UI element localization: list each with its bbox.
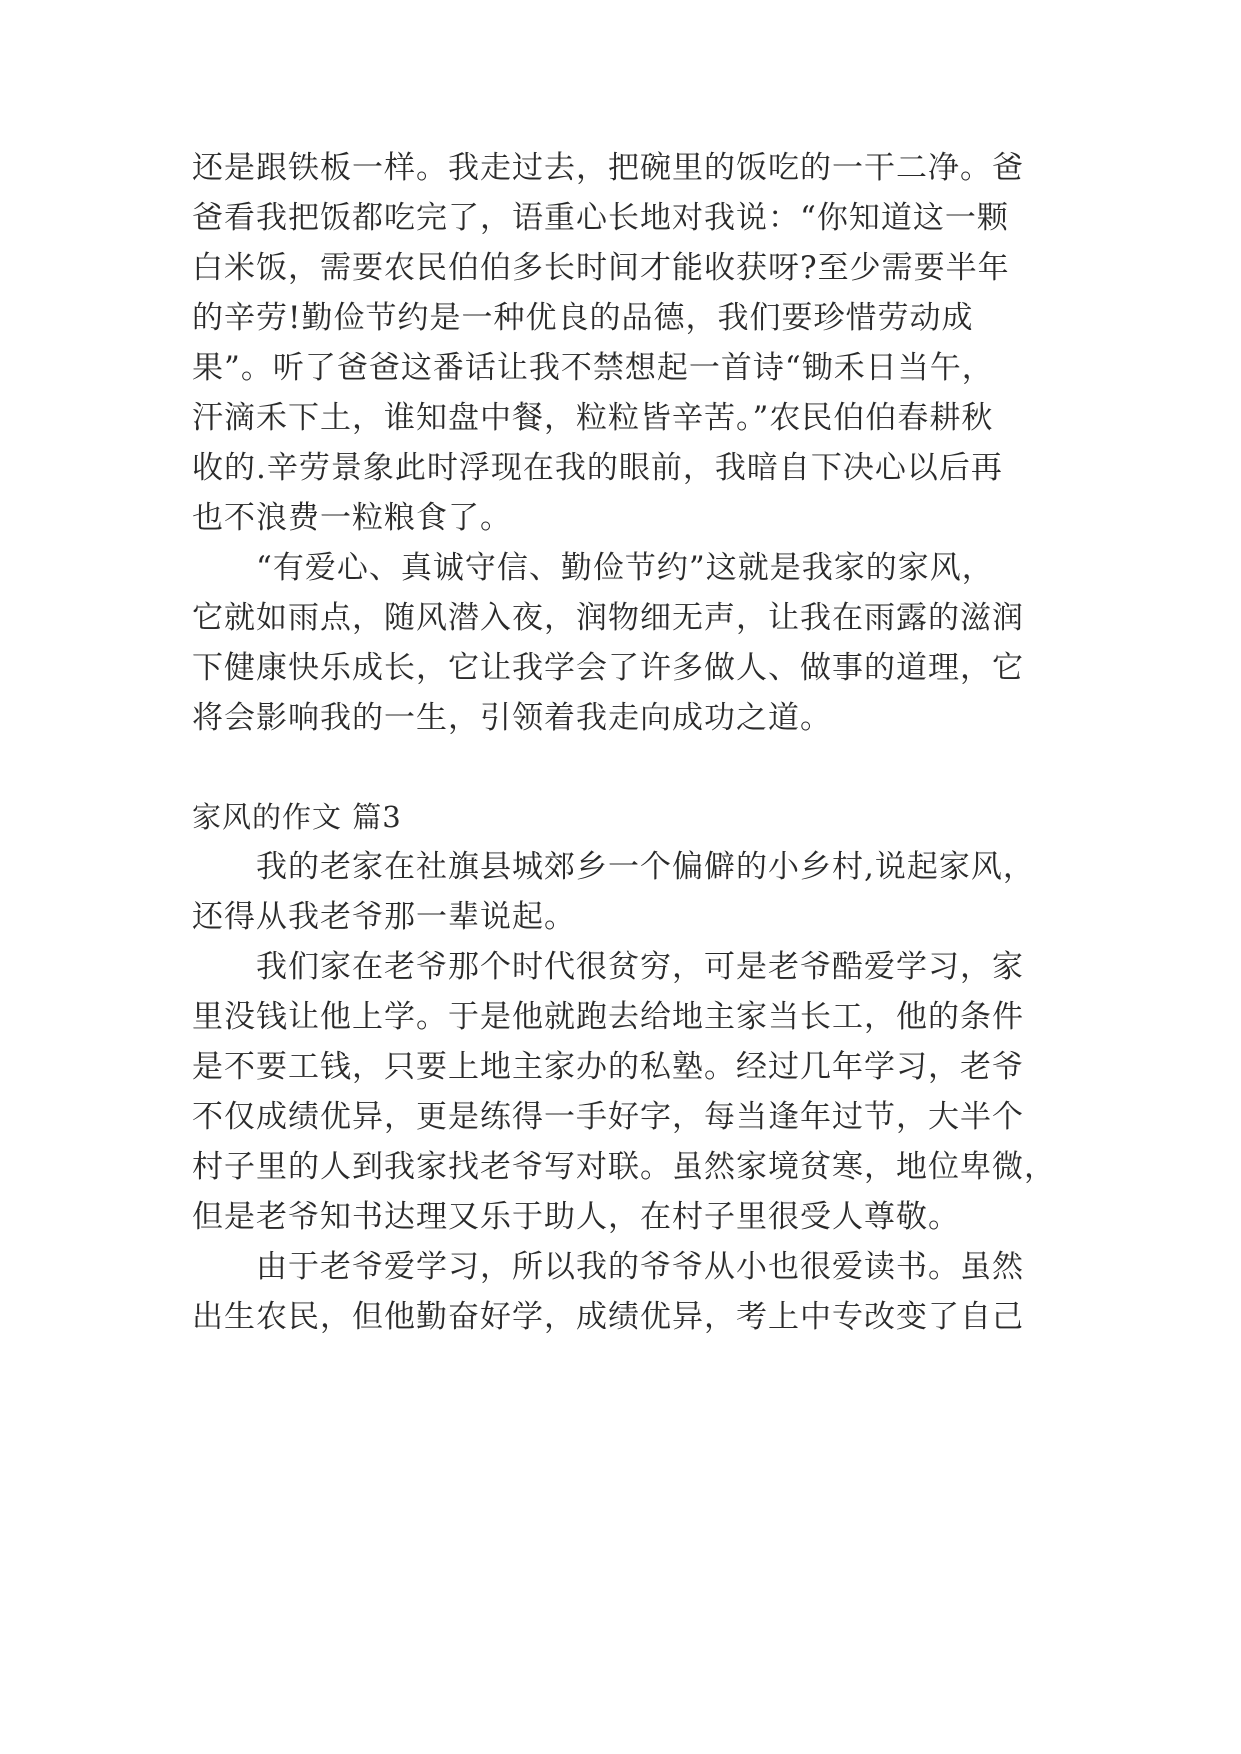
text-line: 还得从我老爷那一辈说起。 [192,899,576,935]
text-line: 收的.辛劳景象此时浮现在我的眼前，我暗自下决心以后再 [192,450,1003,486]
text-line: 不仅成绩优异，更是练得一手好字，每当逢年过节，大半个 [192,1099,1024,1135]
text-line: 白米饭，需要农民伯伯多长时间才能收获呀?至少需要半年 [192,250,1010,286]
text-line: 它就如雨点，随风潜入夜，润物细无声，让我在雨露的滋润 [192,600,1024,636]
text-line: 我们家在老爷那个时代很贫穷，可是老爷酷爱学习，家 [192,949,1024,985]
text-line: 但是老爷知书达理又乐于助人，在村子里很受人尊敬。 [192,1199,960,1235]
text-line: 出生农民，但他勤奋好学，成绩优异，考上中专改变了自己 [192,1299,1024,1335]
text-line: 我的老家在社旗县城郊乡一个偏僻的小乡村,说起家风， [192,849,1035,885]
text-line: “有爱心、真诚守信、勤俭节约”这就是我家的家风， [192,550,994,586]
text-line: 由于老爷爱学习，所以我的爷爷从小也很爱读书。虽然 [192,1249,1024,1285]
text-line: 还是跟铁板一样。我走过去，把碗里的饭吃的一干二净。爸 [192,150,1024,186]
text-line: 下健康快乐成长，它让我学会了许多做人、做事的道理，它 [192,650,1024,686]
section-heading: 家风的作文 篇3 [192,800,402,834]
text-line: 也不浪费一粒粮食了。 [192,500,512,536]
text-line: 里没钱让他上学。于是他就跑去给地主家当长工，他的条件 [192,999,1024,1035]
text-line: 爸看我把饭都吃完了，语重心长地对我说：“你知道这一颗 [192,200,1009,236]
text-line: 的辛劳!勤俭节约是一种优良的品德，我们要珍惜劳动成 [192,300,974,336]
text-line: 村子里的人到我家找老爷写对联。虽然家境贫寒，地位卑微， [192,1149,1056,1185]
text-line: 汗滴禾下土，谁知盘中餐，粒粒皆辛苦。”农民伯伯春耕秋 [192,400,994,436]
text-line: 将会影响我的一生，引领着我走向成功之道。 [192,700,832,736]
text-line: 是不要工钱，只要上地主家办的私塾。经过几年学习，老爷 [192,1049,1024,1085]
text-line: 果”。听了爸爸这番话让我不禁想起一首诗“锄禾日当午， [192,350,994,386]
